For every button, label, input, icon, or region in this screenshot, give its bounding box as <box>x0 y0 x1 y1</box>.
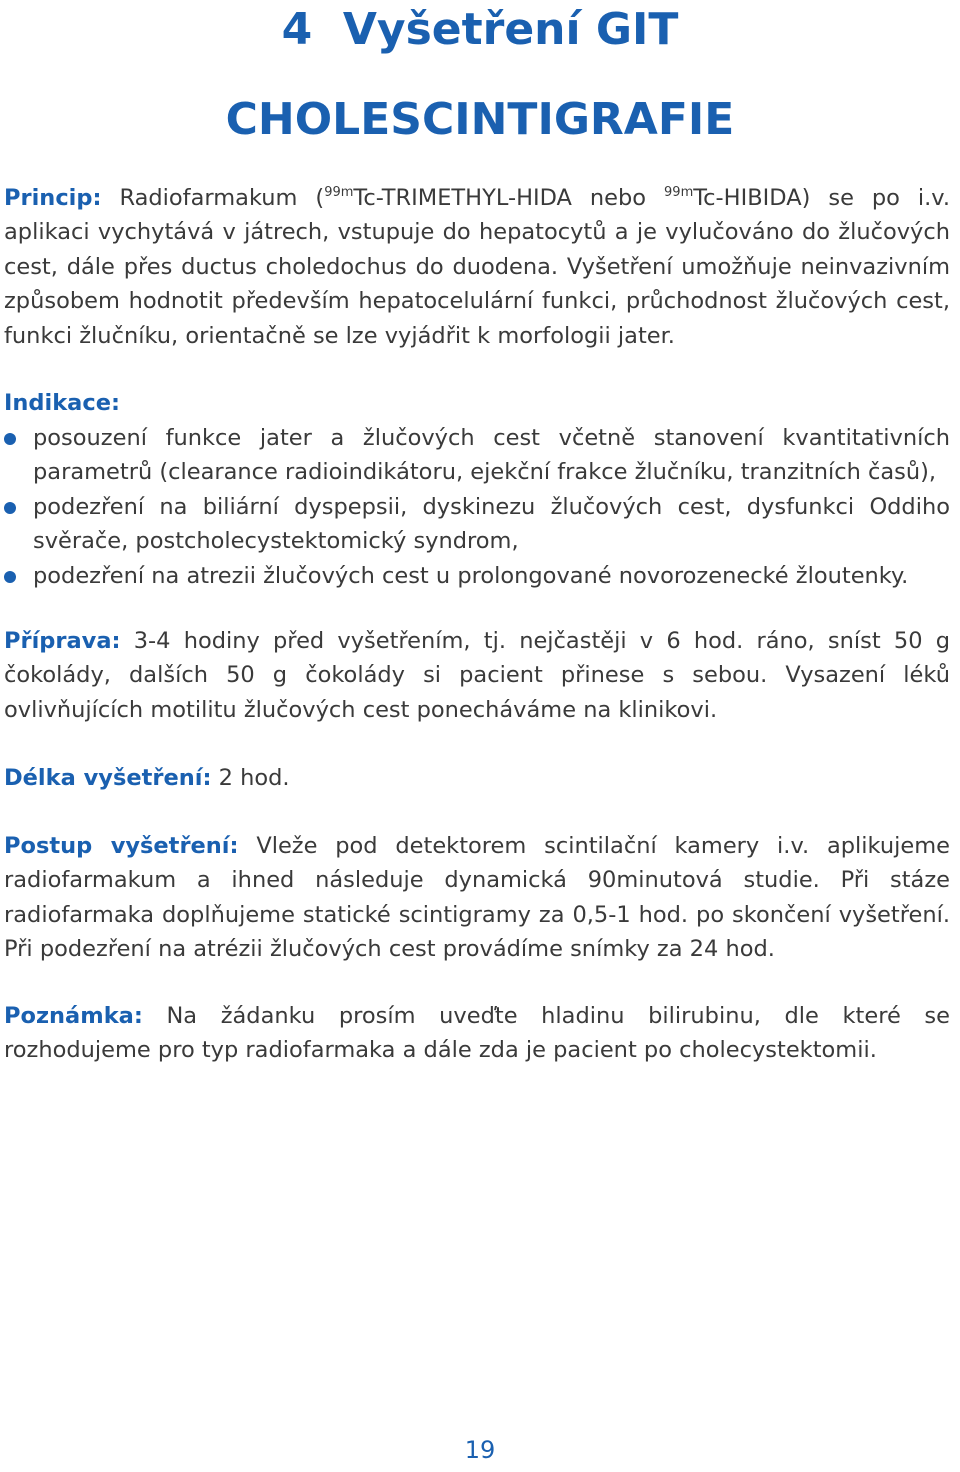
poznamka-paragraph <box>4 999 950 1068</box>
delka-label: Délka vyšetření: <box>4 765 212 791</box>
postup-text: Vleže pod detektorem scintilační kamery i.v. aplikujeme radiofarmakum a ihned následuje dynamická 90minutová studie. Při stáze radiofarmaka doplňujeme statické scintigramy za 0,5-1 hod. po skončení vyšetření. Při podezření na atrézii žlučových cest provádíme snímky za 24 hod. <box>4 833 950 963</box>
princip-text-mid: Tc-TRIMETHYL-HIDA nebo <box>353 185 665 211</box>
indikace-list <box>4 421 950 593</box>
delka-text: 2 hod. <box>211 765 290 791</box>
postup-label: Postup vyšetření: <box>4 833 239 859</box>
priprava-label: Příprava: <box>4 628 121 654</box>
chapter-number: 4 <box>281 4 313 55</box>
indikace-heading <box>4 386 950 420</box>
chapter-title: Vyšetření GIT <box>342 4 679 55</box>
princip-sup-2: 99m <box>664 185 694 200</box>
princip-text-rest: Tc-HIBIDA) se po i.v. aplikaci vychytává v játrech, vstupuje do hepatocytů a je vylučováno do žlučových cest, dále přes ductus choledochus do duodena. Vyšetření umožňuje neinvazivním způsobem hodnotit především hepatocelulární funkci, průchodnost žlučových cest, funkci žlučníku, orientačně se lze vyjádřit k morfologii jater. <box>4 185 951 349</box>
section-title: CHOLESCINTIGRAFIE <box>225 94 735 145</box>
delka-paragraph <box>4 761 950 795</box>
princip-sup-1: 99m <box>324 185 354 200</box>
princip-label: Princip: <box>4 185 102 211</box>
princip-text-pre: Radiofarmakum ( <box>101 185 325 211</box>
bullet-icon <box>4 502 16 514</box>
priprava-text: 3-4 hodiny před vyšetřením, tj. nejčastěji v 6 hod. ráno, sníst 50 g čokolády, dalších 50 g čokolády si pacient přinese s sebou. Vysazení léků ovlivňujících motilitu žlučových cest ponecháváme na klinikovi. <box>4 628 950 723</box>
postup-paragraph <box>4 829 950 967</box>
list-item-text: podezření na atrezii žlučových cest u prolongované novorozenecké žloutenky. <box>33 562 909 589</box>
poznamka-text: Na žádanku prosím uveďte hladinu bilirubinu, dle které se rozhodujeme pro typ radiofarmaka a dále zda je pacient po cholecystektomii. <box>4 1003 950 1064</box>
list-item <box>4 559 950 593</box>
bullet-icon <box>4 433 16 445</box>
princip-paragraph <box>4 181 950 353</box>
page-number: 19 <box>464 1436 496 1464</box>
bullet-icon <box>4 571 16 583</box>
priprava-paragraph <box>4 624 950 727</box>
poznamka-label: Poznámka: <box>4 1003 143 1029</box>
list-item <box>4 490 950 559</box>
list-item-text: posouzení funkce jater a žlučových cest včetně stanovení kvantitativních parametrů (clearance radioindikátoru, ejekční frakce žlučníku, tranzitních časů), <box>33 425 950 486</box>
indikace-label: Indikace: <box>4 390 120 416</box>
list-item-text: podezření na biliární dyspepsii, dyskinezu žlučových cest, dysfunkci Oddiho svěrače, postcholecystektomický syndrom, <box>33 493 950 555</box>
list-item <box>4 421 950 490</box>
chapter-heading <box>0 4 960 55</box>
